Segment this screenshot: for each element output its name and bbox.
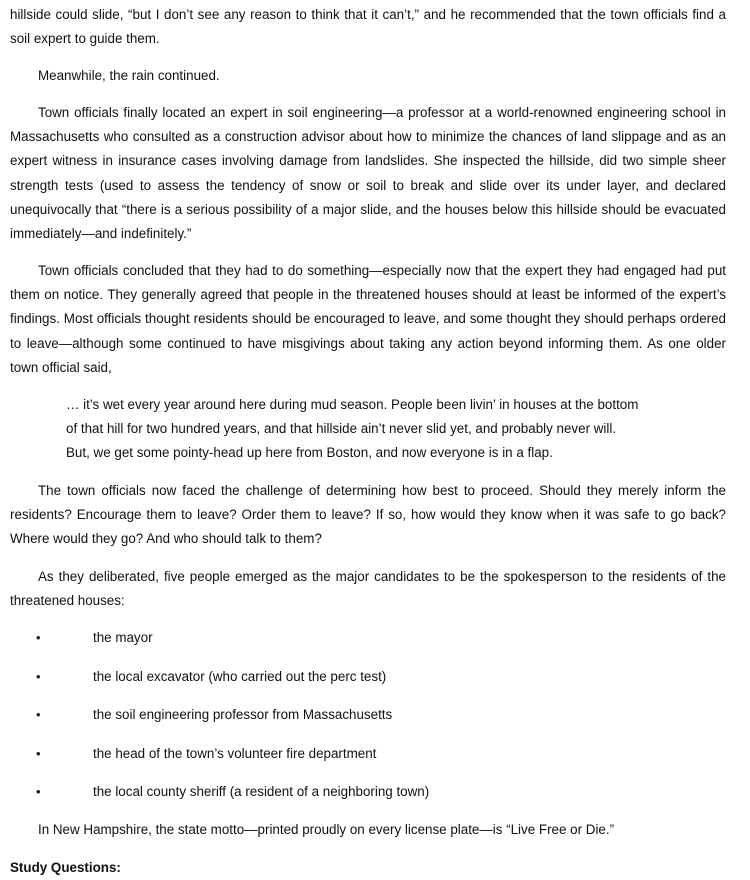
bullet-icon: • (36, 784, 41, 800)
quote-line-1: … it’s wet every year around here during mud season. People been livin’ in houses at the bottom (66, 397, 639, 412)
candidate-list (10, 626, 726, 819)
bullet-icon: • (36, 668, 41, 684)
paragraph-2: Meanwhile, the rain continued. (38, 68, 220, 83)
candidate-text: the local excavator (who carried out the perc test) (93, 668, 387, 684)
list-item (10, 665, 726, 704)
paragraph-5: The town officials now faced the challenge of determining how best to proceed. Should they merely inform the residents? Encourage them to leave? Order them to leave? If so, how would they know when it was safe to go back? Where would they go? And who should talk to them? (10, 483, 726, 547)
paragraph-3: Town officials finally located an expert in soil engineering—a professor at a world-renowned engineering school in Massachusetts who consulted as a construction advisor about how to minimize the chances of land slippage and as an expert witness in insurance cases involving damage from landslides. She inspected the hillside, did two simple sheer strength tests (used to assess the tendency of snow or soil to break and slide over its under layer, and declared unequivocally that “there is a serious possibility of a major slide, and the houses below this hillside should be evacuated immediately—and indefinitely.” (10, 105, 726, 242)
study-questions-heading: Study Questions: (10, 860, 121, 875)
bullet-icon: • (36, 707, 41, 723)
bullet-icon: • (36, 630, 41, 645)
candidate-text: the local county sheriff (a resident of a neighboring town) (93, 784, 430, 800)
candidate-text: the soil engineering professor from Massachusetts (93, 707, 393, 723)
list-item (10, 742, 726, 781)
block-quote (66, 393, 686, 466)
quote-line-3: But, we get some pointy-head up here from Boston, and now everyone is in a flap. (66, 445, 553, 461)
candidate-text: the mayor (93, 630, 153, 645)
paragraph-6: As they deliberated, five people emerged as the major candidates to be the spokesperson to the residents of the threatened houses: (10, 569, 726, 609)
list-item (10, 780, 726, 819)
paragraph-4: Town officials concluded that they had to do something—especially now that the expert they had engaged had put them on notice. They generally agreed that people in the threatened houses should at least be informed of the expert’s findings. Most officials thought residents should be encouraged to leave, and some thought they should perhaps ordered to leave—although some continued to have misgivings about taking any action beyond informing them. As one older town official said, (10, 263, 726, 375)
list-item (10, 626, 726, 665)
candidate-text: the head of the town’s volunteer fire department (93, 745, 377, 761)
paragraph-1: hillside could slide, “but I don’t see any reason to think that it can’t,” and he recommended that the town officials find a soil expert to guide them. (10, 7, 726, 47)
bullet-icon: • (36, 745, 41, 761)
quote-line-2: of that hill for two hundred years, and that hillside ain’t never slid yet, and probably never will. (66, 421, 617, 437)
list-item (10, 703, 726, 742)
paragraph-7: In New Hampshire, the state motto—printed proudly on every license plate—is “Live Free or Die.” (38, 822, 615, 837)
